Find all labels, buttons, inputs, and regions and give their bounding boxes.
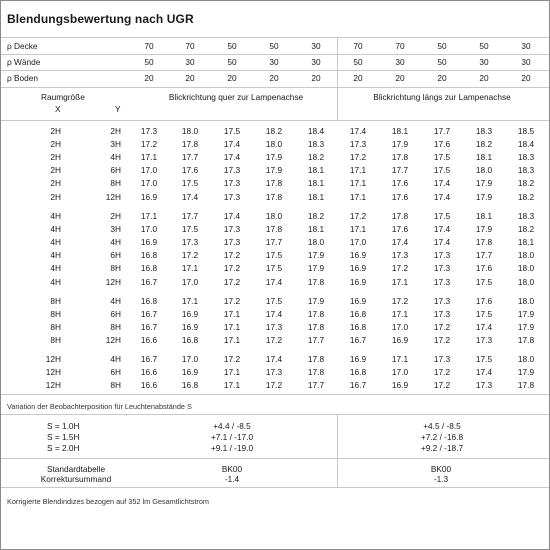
room-y-value: 4H [110,354,121,364]
reflectance-value: 30 [311,41,321,51]
footnote: Korrigierte Blendindizes bezogen auf 352 lm Gesamtlichtstrom [7,497,209,506]
room-x-value: 8H [50,335,61,346]
ugr-value: 18.0 [307,237,325,248]
reflectance-value: 20 [227,73,237,83]
ugr-value: 18.1 [307,224,325,235]
ugr-value: 18.3 [475,126,493,136]
variation-along-value: +4.5 / -8.5 [423,421,461,431]
ugr-value: 17.8 [181,139,199,150]
ugr-value: 16.9 [181,322,199,333]
reflectance-value: 50 [269,41,279,51]
ugr-value: 16.9 [349,263,367,274]
ugr-value: 17.0 [349,237,367,248]
ugr-value: 17.6 [391,178,409,189]
ugr-value: 17.7 [475,250,493,261]
ugr-value: 17.3 [433,309,451,320]
room-x-value: 4H [50,276,61,287]
x-axis-label: X [55,104,61,114]
ugr-value: 17.1 [349,178,367,189]
ugr-value: 16.9 [391,380,409,391]
ugr-value: 17.4 [475,367,493,378]
spacing-label: S = 1.5H [47,432,80,442]
ugr-value: 17.5 [265,296,283,306]
reflectance-value: 30 [521,41,531,51]
room-x-value: 2H [50,139,61,150]
room-x-value: 2H [50,191,61,202]
ugr-value: 16.8 [181,380,199,391]
reflectance-value: 70 [144,41,154,51]
ugr-value: 17.7 [391,165,409,176]
ugr-value: 17.8 [307,354,325,364]
ugr-value: 17.2 [433,335,451,346]
ugr-value: 17.3 [433,296,451,306]
ugr-value: 17.1 [223,322,241,333]
ugr-value: 16.6 [140,380,158,391]
ugr-value: 17.9 [265,165,283,176]
room-x-value: 4H [50,224,61,235]
ugr-value: 16.9 [349,276,367,287]
ugr-value: 17.2 [265,380,283,391]
reflectance-value: 50 [227,41,237,51]
reflectance-value: 20 [479,73,489,83]
reflectance-value: 20 [521,73,531,83]
room-y-value: 6H [110,367,121,378]
room-x-value: 4H [50,250,61,261]
ugr-value: 18.4 [517,139,535,150]
variation-across-value: +9.1 / -19.0 [210,443,254,453]
ugr-value: 17.1 [223,380,241,391]
ugr-value: 17.0 [391,367,409,378]
variation-across-value: +7.1 / -17.0 [210,432,254,442]
ugr-value: 18.0 [475,165,493,176]
reflectance-value: 30 [311,57,321,67]
ugr-value: 17.7 [181,152,199,163]
ugr-value: 17.4 [433,224,451,235]
reflectance-value: 50 [437,41,447,51]
ugr-value: 16.8 [349,309,367,320]
reflectance-value: 30 [479,57,489,67]
ugr-value: 17.3 [433,263,451,274]
ugr-value: 17.6 [475,296,493,306]
ugr-value: 17.4 [433,191,451,202]
variation-along-value: +7.2 / -16.8 [420,432,464,442]
ugr-value: 17.4 [391,237,409,248]
reflectance-value: 50 [437,57,447,67]
ugr-value: 18.0 [517,354,535,364]
ugr-value: 17.1 [140,211,158,221]
room-y-value: 4H [110,237,121,248]
ugr-value: 17.0 [140,178,158,189]
variation-along-value: +9.2 / -18.7 [420,443,464,453]
ugr-value: 17.1 [140,152,158,163]
ugr-value: 17.6 [181,165,199,176]
ugr-value: 17.2 [265,335,283,346]
standard-along-value: BK00 [430,464,452,474]
ugr-value: 18.4 [307,126,325,136]
ugr-value: 17.1 [391,276,409,287]
ugr-value: 17.9 [517,322,535,333]
room-x-value: 2H [50,165,61,176]
room-x-value: 2H [50,178,61,189]
room-y-value: 12H [105,191,121,202]
ugr-value: 16.7 [140,276,158,287]
ugr-value: 17.2 [223,250,241,261]
ugr-value: 17.4 [223,211,241,221]
reflectance-value: 20 [353,73,363,83]
ugr-value: 18.1 [391,126,409,136]
room-x-value: 8H [50,296,61,306]
ugr-value: 17.9 [391,139,409,150]
ugr-value: 17.0 [181,354,199,364]
room-y-value: 3H [110,224,121,235]
room-y-value: 2H [110,211,121,221]
room-y-value: 12H [105,335,121,346]
ugr-value: 16.8 [140,250,158,261]
room-x-value: 2H [50,152,61,163]
room-y-value: 8H [110,380,121,391]
ugr-value: 17.5 [265,263,283,274]
ugr-value: 17.5 [265,250,283,261]
ugr-value: 17.7 [265,237,283,248]
reflectance-value: 30 [269,57,279,67]
ugr-value: 17.9 [265,152,283,163]
ugr-value: 18.3 [517,152,535,163]
ugr-value: 17.4 [265,309,283,320]
ugr-value: 17.4 [349,126,367,136]
ugr-value: 17.8 [265,191,283,202]
ugr-value: 17.5 [433,152,451,163]
ugr-value: 17.9 [475,178,493,189]
ugr-value: 17.1 [181,296,199,306]
ugr-value: 17.8 [307,322,325,333]
ugr-value: 17.7 [307,380,325,391]
ugr-value: 17.3 [433,250,451,261]
ugr-value: 18.2 [475,139,493,150]
page-title: Blendungsbewertung nach UGR [7,12,194,26]
ugr-value: 17.2 [223,276,241,287]
ugr-value: 17.7 [181,211,199,221]
ugr-value: 17.4 [433,237,451,248]
ugr-value: 17.3 [433,276,451,287]
ugr-value: 18.1 [475,152,493,163]
ugr-value: 17.2 [181,250,199,261]
ugr-value: 17.9 [475,224,493,235]
ugr-value: 18.2 [517,191,535,202]
ugr-value: 17.2 [223,296,241,306]
ugr-value: 17.1 [349,224,367,235]
ugr-value: 18.5 [517,126,535,136]
divider [1,394,549,395]
ugr-value: 17.2 [223,263,241,274]
ugr-value: 17.4 [265,276,283,287]
ugr-value: 18.1 [307,191,325,202]
ugr-value: 17.3 [433,354,451,364]
ugr-value: 17.4 [223,139,241,150]
ugr-value: 17.8 [307,367,325,378]
ugr-value: 17.3 [223,191,241,202]
correction-label: Korrektursummand [40,474,112,484]
ugr-value: 17.4 [475,322,493,333]
ugr-value: 18.2 [307,211,325,221]
reflectance-value: 30 [185,57,195,67]
spacing-label: S = 2.0H [47,443,80,453]
ugr-value: 17.1 [349,191,367,202]
room-y-value: 12H [105,276,121,287]
ugr-value: 18.2 [307,152,325,163]
view-across-label: Blickrichtung quer zur Lampenachse [168,92,304,102]
divider [337,414,338,487]
room-y-value: 4H [110,152,121,163]
reflectance-value: 50 [479,41,489,51]
ugr-value: 18.3 [517,211,535,221]
ugr-value: 17.5 [433,211,451,221]
ugr-value: 17.6 [433,139,451,150]
ugr-value: 17.4 [433,178,451,189]
room-y-value: 4H [110,296,121,306]
divider [1,487,549,488]
ugr-value: 18.1 [307,178,325,189]
ugr-value: 16.6 [140,367,158,378]
room-size-label: Raumgröße [41,92,85,102]
ugr-value: 18.3 [307,139,325,150]
ugr-value: 17.3 [223,224,241,235]
ugr-value: 17.9 [517,309,535,320]
divider [337,37,338,121]
room-x-value: 2H [50,126,61,136]
ugr-value: 17.9 [517,367,535,378]
divider [1,414,549,415]
ugr-value: 16.9 [349,354,367,364]
ugr-value: 17.3 [391,250,409,261]
divider [1,458,549,459]
ugr-value: 17.3 [475,380,493,391]
room-y-value: 6H [110,165,121,176]
spacing-label: S = 1.0H [47,421,80,431]
ugr-value: 17.0 [140,165,158,176]
reflectance-value: 20 [311,73,321,83]
ugr-value: 17.1 [181,263,199,274]
ugr-value: 16.9 [349,250,367,261]
reflectance-value: 30 [521,57,531,67]
ugr-value: 18.1 [475,211,493,221]
correction-across-value: -1.4 [224,474,240,484]
view-along-label: Blickrichtung längs zur Lampenachse [373,92,511,102]
ugr-value: 17.5 [475,354,493,364]
ugr-value: 17.1 [349,165,367,176]
ugr-value: 17.2 [433,380,451,391]
ugr-value: 17.7 [433,126,451,136]
room-x-value: 4H [50,237,61,248]
room-y-value: 6H [110,250,121,261]
divider [1,120,549,121]
room-x-value: 4H [50,263,61,274]
ugr-value: 16.7 [349,335,367,346]
ugr-value: 17.2 [391,263,409,274]
ugr-value: 17.4 [265,354,283,364]
ugr-value: 16.8 [140,263,158,274]
ugr-value: 17.5 [433,165,451,176]
ugr-value: 16.9 [181,309,199,320]
ugr-value: 16.9 [140,237,158,248]
reflectance-label: ρ Decke [7,41,38,51]
ugr-value: 17.3 [349,139,367,150]
ugr-value: 16.9 [391,335,409,346]
reflectance-value: 20 [437,73,447,83]
room-y-value: 8H [110,178,121,189]
ugr-value: 17.9 [307,250,325,261]
ugr-value: 16.8 [349,322,367,333]
ugr-value: 16.7 [140,309,158,320]
ugr-value: 17.3 [265,322,283,333]
ugr-value: 17.8 [265,178,283,189]
ugr-value: 17.2 [391,296,409,306]
ugr-value: 17.8 [391,211,409,221]
ugr-value: 17.4 [181,191,199,202]
ugr-value: 18.0 [517,276,535,287]
divider [1,87,549,88]
ugr-value: 17.1 [223,367,241,378]
standard-table-label: Standardtabelle [46,464,106,474]
reflectance-value: 20 [144,73,154,83]
ugr-value: 18.1 [517,237,535,248]
correction-along-value: -1.3 [433,474,449,484]
reflectance-value: 70 [395,41,405,51]
room-x-value: 12H [45,380,61,391]
ugr-value: 17.5 [181,224,199,235]
ugr-value: 17.3 [140,126,158,136]
ugr-value: 17.3 [223,237,241,248]
ugr-value: 17.2 [349,211,367,221]
ugr-value: 16.6 [140,335,158,346]
ugr-value: 17.6 [391,224,409,235]
ugr-value: 17.2 [223,354,241,364]
ugr-value: 17.3 [181,237,199,248]
divider [1,70,549,71]
ugr-value: 16.9 [349,296,367,306]
room-y-value: 3H [110,139,121,150]
ugr-value: 17.8 [517,335,535,346]
ugr-value: 17.3 [223,165,241,176]
room-y-value: 2H [110,126,121,136]
ugr-value: 17.8 [307,276,325,287]
ugr-value: 17.2 [433,322,451,333]
ugr-value: 17.3 [223,178,241,189]
ugr-value: 18.0 [265,211,283,221]
ugr-value: 17.7 [307,335,325,346]
ugr-value: 16.7 [349,380,367,391]
ugr-value: 17.1 [223,335,241,346]
ugr-value: 16.7 [140,322,158,333]
ugr-value: 16.9 [181,367,199,378]
ugr-value: 18.0 [265,139,283,150]
reflectance-value: 20 [269,73,279,83]
ugr-value: 17.1 [391,309,409,320]
reflectance-value: 50 [144,57,154,67]
variation-across-value: +4.4 / -8.5 [213,421,251,431]
room-y-value: 8H [110,322,121,333]
reflectance-label: ρ Boden [7,73,39,83]
reflectance-value: 30 [395,57,405,67]
ugr-value: 17.0 [391,322,409,333]
reflectance-value: 20 [185,73,195,83]
ugr-value: 17.2 [349,152,367,163]
ugr-value: 17.8 [265,224,283,235]
ugr-value: 17.6 [475,263,493,274]
ugr-value: 17.0 [140,224,158,235]
ugr-value: 17.9 [307,296,325,306]
room-x-value: 8H [50,322,61,333]
ugr-value: 17.5 [475,309,493,320]
ugr-value: 17.2 [140,139,158,150]
divider [1,54,549,55]
room-x-value: 8H [50,309,61,320]
reflectance-value: 70 [353,41,363,51]
ugr-value: 17.1 [223,309,241,320]
ugr-value: 17.8 [517,380,535,391]
ugr-value: 18.0 [517,263,535,274]
room-y-value: 6H [110,309,121,320]
ugr-value: 17.6 [391,191,409,202]
room-x-value: 12H [45,354,61,364]
ugr-value: 17.1 [391,354,409,364]
ugr-value: 17.4 [223,152,241,163]
ugr-value: 17.9 [307,263,325,274]
ugr-value: 16.8 [181,335,199,346]
y-axis-label: Y [115,104,121,114]
ugr-value: 18.0 [181,126,199,136]
ugr-value: 18.3 [517,165,535,176]
ugr-value: 18.1 [307,165,325,176]
room-x-value: 4H [50,211,61,221]
room-y-value: 8H [110,263,121,274]
ugr-value: 16.8 [349,367,367,378]
ugr-value: 16.9 [140,191,158,202]
ugr-value: 17.8 [307,309,325,320]
ugr-value: 18.0 [517,250,535,261]
reflectance-value: 50 [227,57,237,67]
ugr-value: 17.8 [391,152,409,163]
ugr-value: 16.8 [140,296,158,306]
reflectance-value: 50 [353,57,363,67]
ugr-value: 17.0 [181,276,199,287]
standard-across-value: BK00 [221,464,243,474]
reflectance-value: 70 [185,41,195,51]
ugr-value: 18.2 [265,126,283,136]
ugr-value: 17.5 [475,276,493,287]
ugr-value: 17.9 [475,191,493,202]
ugr-value: 17.3 [475,335,493,346]
room-x-value: 12H [45,367,61,378]
variation-label: Variation der Beobachterposition für Leuchtenabstände S [7,402,192,411]
ugr-value: 17.8 [475,237,493,248]
ugr-value: 18.2 [517,224,535,235]
ugr-value: 17.2 [433,367,451,378]
ugr-value: 16.7 [140,354,158,364]
ugr-value: 18.2 [517,178,535,189]
reflectance-label: ρ Wände [7,57,41,67]
reflectance-value: 20 [395,73,405,83]
ugr-value: 17.5 [181,178,199,189]
ugr-value: 17.3 [265,367,283,378]
ugr-value: 17.5 [223,126,241,136]
ugr-value: 18.0 [517,296,535,306]
divider [1,37,549,38]
